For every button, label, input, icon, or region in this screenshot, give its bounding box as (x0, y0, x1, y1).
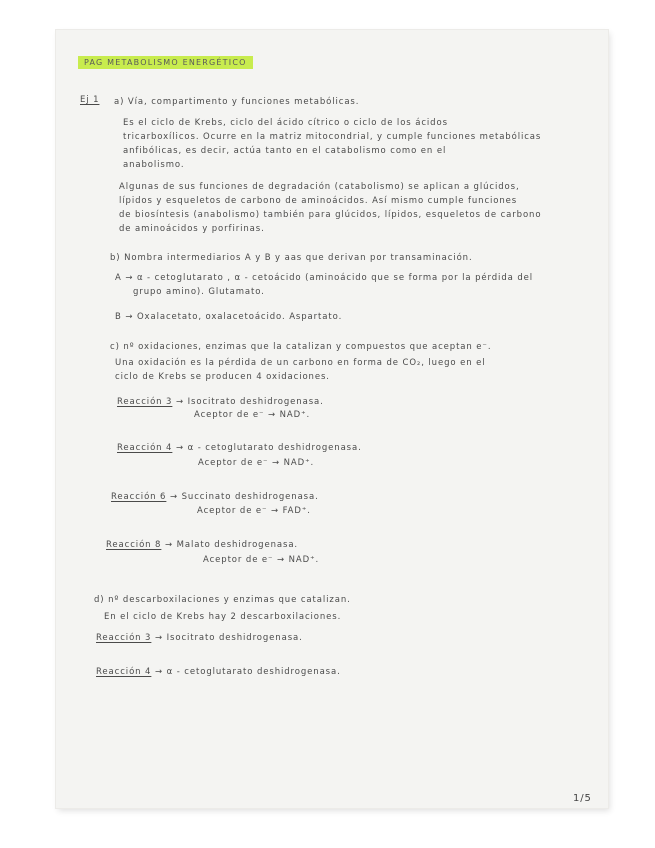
reaction-label: Reacción 3 (117, 397, 173, 407)
section-a-line: Es el ciclo de Krebs, ciclo del ácido cítrico o ciclo de los ácidos (123, 118, 448, 128)
reaction-enzyme: → Isocitrato deshidrogenasa. (176, 397, 324, 407)
section-b-line: A → α - cetoglutarato , α - cetoácido (aminoácido que se forma por la pérdida del (115, 273, 534, 283)
section-c-line: ciclo de Krebs se producen 4 oxidaciones. (115, 372, 330, 382)
reaction-acceptor: Aceptor de e⁻ → NAD⁺. (203, 555, 320, 565)
section-d-header: d) nº descarboxilaciones y enzimas que catalizan. (94, 595, 351, 605)
reaction-enzyme: → Isocitrato deshidrogenasa. (155, 633, 303, 643)
section-a-line: lípidos y esqueletos de carbono de aminoácidos. Así mismo cumple funciones (119, 196, 518, 206)
reaction-enzyme: → Succinato deshidrogenasa. (170, 492, 319, 502)
section-c-header: c) nº oxidaciones, enzimas que la catalizan y compuestos que aceptan e⁻. (110, 342, 492, 352)
section-b-line: grupo amino). Glutamato. (133, 287, 265, 297)
reaction-enzyme: → α - cetoglutarato deshidrogenasa. (176, 443, 362, 453)
reaction-label: Reacción 4 (117, 443, 173, 453)
reaction-label: Reacción 6 (111, 492, 167, 502)
section-a-line: de biosíntesis (anabolismo) también para glúcidos, lípidos, esqueletos de carbono (119, 210, 542, 220)
section-a-header: a) Vía, compartimento y funciones metabólicas. (114, 97, 360, 107)
section-a-line: Algunas de sus funciones de degradación (catabolismo) se aplican a glúcidos, (119, 182, 520, 192)
reaction-label: Reacción 8 (106, 540, 162, 550)
page-number: 1/5 (573, 793, 592, 804)
reaction-label: Reacción 3 (96, 633, 152, 643)
section-a-line: anfibólicas, es decir, actúa tanto en el catabolismo como en el (123, 146, 447, 156)
section-c-line: Una oxidación es la pérdida de un carbono en forma de CO₂, luego en el (115, 358, 486, 368)
reaction-acceptor: Aceptor de e⁻ → NAD⁺. (198, 458, 315, 468)
section-d-line: En el ciclo de Krebs hay 2 descarboxilaciones. (104, 612, 342, 622)
section-a-line: anabolismo. (123, 160, 185, 170)
reaction-label: Reacción 4 (96, 667, 152, 677)
section-a-line: tricarboxílicos. Ocurre en la matriz mitocondrial, y cumple funciones metabólicas (123, 132, 542, 142)
question-number: Ej 1 (80, 95, 100, 105)
page-title: PAG METABOLISMO ENERGÉTICO (78, 56, 253, 69)
reaction-acceptor: Aceptor de e⁻ → FAD⁺. (197, 506, 311, 516)
reaction-enzyme: → Malato deshidrogenasa. (165, 540, 299, 550)
section-a-line: de aminoácidos y porfirinas. (119, 224, 265, 234)
section-b-line: B → Oxalacetato, oxalacetoácido. Aspartato. (115, 312, 343, 322)
section-b-header: b) Nombra intermediarios A y B y aas que derivan por transaminación. (110, 253, 473, 263)
reaction-enzyme: → α - cetoglutarato deshidrogenasa. (155, 667, 341, 677)
reaction-acceptor: Aceptor de e⁻ → NAD⁺. (194, 410, 311, 420)
